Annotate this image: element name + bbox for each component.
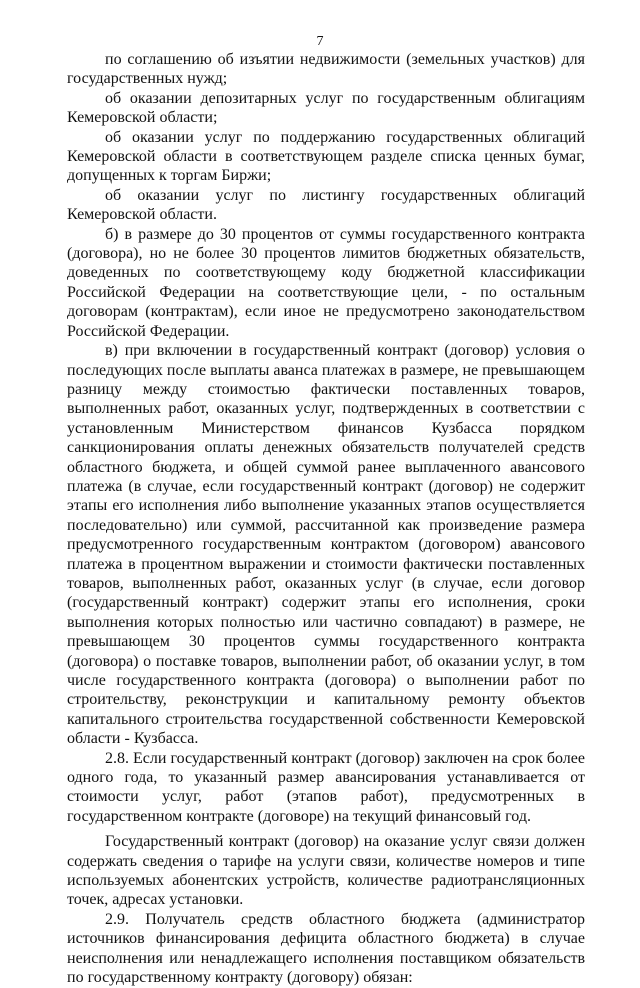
paragraph-communication-services: Государственный контракт (договор) на оказание услуг связи должен содержать сведения о тарифе на услуги связи, количестве номеров и типе используемых абонентских устройств, количестве радиотрансляционных точек, адресах установки. xyxy=(67,833,585,909)
paragraph-bond-maintenance: об оказании услуг по поддержанию государственных облигаций Кемеровской области в соответствующем разделе списка ценных бумаг, допущенных к торгам Биржи; xyxy=(67,128,585,185)
paragraph-item-b: б) в размере до 30 процентов от суммы государственного контракта (договора), но не более 30 процентов лимитов бюджетных обязательств, доведенных по соответствующему коду бюджетной классификации Российской Федерации на соответствующие цели, - по остальным договорам (контрактам), если иное не предусмотрено законодательством Российской Федерации. xyxy=(67,225,585,340)
document-body xyxy=(67,50,585,988)
paragraph-bond-listing: об оказании услуг по листингу государственных облигаций Кемеровской области. xyxy=(67,186,585,224)
paragraph-seizure-agreement: по соглашению об изъятии недвижимости (земельных участков) для государственных нужд; xyxy=(67,51,585,88)
page-number: 7 xyxy=(316,34,324,49)
paragraph-item-v: в) при включении в государственный контракт (договор) условия о последующих после выплаты аванса платежах в размере, не превышающем разницу между стоимостью фактически поставленных товаров, выполненных работ, оказанных услуг, подтвержденных в соответствии с установленным Министерством финансов Кузбасса порядком санкционирования оплаты денежных обязательств получателей средств областного бюджета, и общей суммой ранее выплаченного авансового платежа (в случае, если государственный контракт (договор) не содержит этапы его исполнения либо выполнение указанных этапов осуществляется последовательно) или суммой, рассчитанной как произведение размера предусмотренного государственным контрактом (договором) авансового платежа в процентном выражении и стоимости фактически поставленных товаров, выполненных работ, оказанных услуг (в случае, если договор (государственный контракт) содержит этапы его исполнения, сроки выполнения которых полностью или частично совпадают) в размере, не превышающем 30 процентов суммы государственного контракта (договора) о поставке товаров, выполнении работ, об оказании услуг, в том числе государственного контракта (договора) о выполнении работ по строительству, реконструкции и капитальному ремонту объектов капитального строительства государственной собственности Кемеровской области - Кузбасса. xyxy=(67,342,585,748)
paragraph-2-9: 2.9. Получатель средств областного бюджета (администратор источников финансирования дефицита областного бюджета) в случае неисполнения или ненадлежащего исполнения поставщиком обязательств по государственному контракту (договору) обязан: xyxy=(67,910,585,987)
paragraph-2-8: 2.8. Если государственный контракт (договор) заключен на срок более одного года, то указанный размер авансирования устанавливается от стоимости услуг, работ (этапов работ), предусмотренных в государственном контракте (договоре) на текущий финансовый год. xyxy=(67,749,585,825)
paragraph-depositary-services: об оказании депозитарных услуг по государственным облигациям Кемеровской области; xyxy=(67,89,585,127)
